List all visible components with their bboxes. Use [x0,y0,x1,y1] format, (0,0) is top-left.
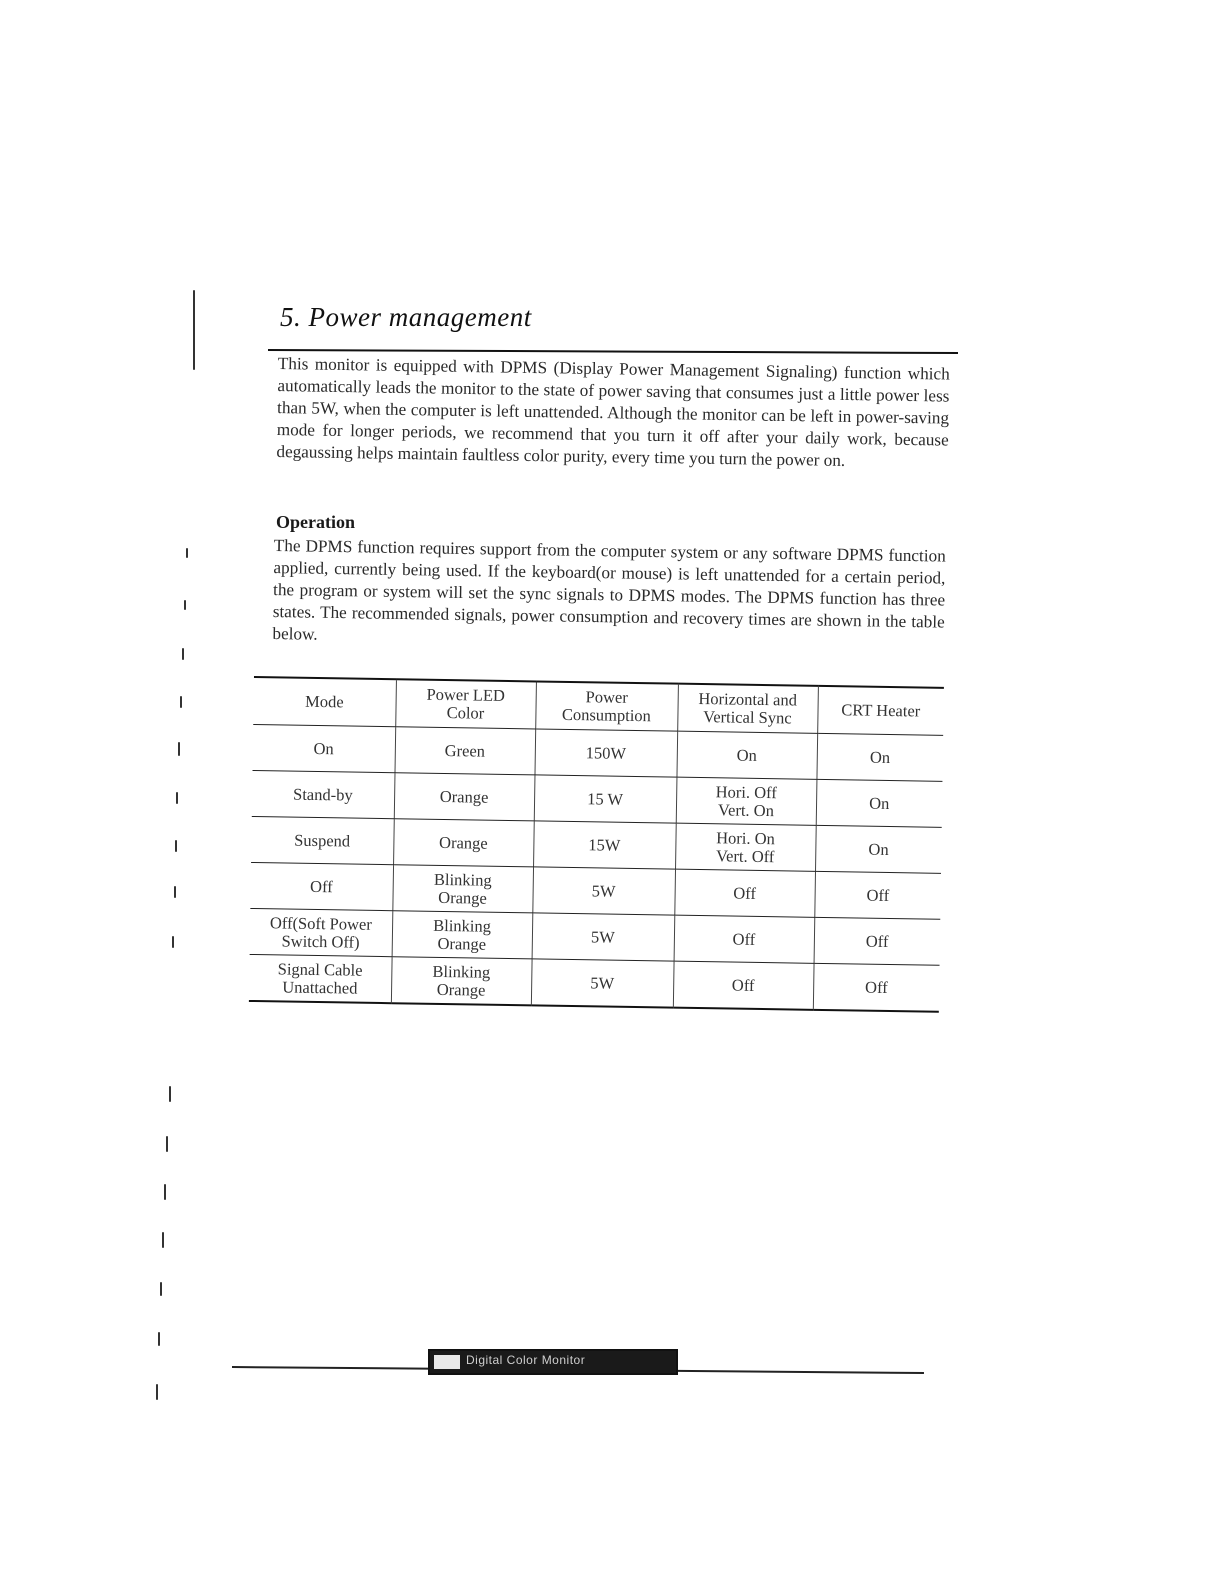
cell-mode: Stand-by [252,770,395,818]
dpms-table-container [249,676,944,1013]
footer-tab [428,1349,678,1375]
footer-tab-mark [434,1355,460,1369]
cell-sync: Hori. On Vert. Off [675,823,816,871]
header-crt-heater: CRT Heater [817,686,944,735]
cell-mode: Off [250,862,393,910]
scan-mark [184,600,186,610]
cell-power: 5W [532,867,675,915]
scan-mark [178,742,180,756]
cell-crt-heater: On [815,825,942,873]
scan-mark [176,792,178,804]
intro-paragraph: This monitor is equipped with DPMS (Display Power Management Signaling) function which automatically leads the monitor to the state of power saving that consumes just a little power less than 5W, when the computer is left unattended. Although the monitor can be left in power-saving mode for longer periods, we recommend that you turn it off after your daily work, because degaussing helps maintain faultless color purity, every time you turn the power on. [276,353,950,470]
cell-power: 150W [534,729,677,777]
scan-mark [174,886,176,898]
header-power-consumption: Power Consumption [535,681,678,731]
title-rule [268,349,958,354]
scan-mark [166,1136,168,1152]
cell-power: 5W [531,959,674,1008]
scan-mark [193,290,195,370]
table-row [249,954,940,1011]
cell-sync: Off [674,915,815,963]
cell-sync: Off [674,869,815,917]
scan-mark [158,1332,160,1346]
scan-mark [182,648,184,660]
section-title: 5. Power management [280,302,532,332]
cell-led-color: Orange [394,773,535,821]
scan-mark [156,1384,158,1400]
cell-crt-heater: Off [814,871,941,919]
cell-sync: Hori. Off Vert. On [676,777,817,825]
cell-mode: Off(Soft Power Switch Off) [250,908,393,956]
scan-mark [180,696,182,708]
cell-led-color: Blinking Orange [391,957,532,1006]
header-power-led-color: Power LED Color [395,679,536,729]
cell-mode: On [253,724,396,772]
scan-mark [186,548,188,558]
cell-sync: On [676,731,817,779]
scan-mark [175,840,177,852]
cell-sync: Off [673,961,814,1010]
cell-led-color: Blinking Orange [392,911,533,959]
cell-crt-heater: On [816,779,943,827]
scan-mark [164,1184,166,1200]
cell-led-color: Orange [393,819,534,867]
scan-mark [172,936,174,948]
header-mode: Mode [253,677,396,727]
cell-crt-heater: Off [814,917,941,965]
cell-mode: Suspend [251,816,394,864]
cell-led-color: Green [394,727,535,775]
cell-crt-heater: Off [813,963,940,1011]
cell-crt-heater: On [816,733,943,781]
cell-led-color: Blinking Orange [392,865,533,913]
scan-mark [162,1232,164,1248]
header-sync: Horizontal and Vertical Sync [677,684,818,734]
dpms-table [249,676,944,1013]
operation-paragraph: The DPMS function requires support from the computer system or any software DPMS function applied, currently being used. If the keyboard(or mouse) is left unattended for a certain period, the program or system will set the sync signals to DPMS modes. The DPMS function has three states. The recommended signals, power consumption and recovery times are shown in the table below. [272,535,946,644]
scan-mark [160,1282,162,1296]
footer-tab-text: Digital Color Monitor [466,1353,586,1367]
scan-mark [169,1086,171,1102]
cell-power: 15 W [534,775,677,823]
cell-power: 15W [533,821,676,869]
cell-mode: Signal Cable Unattached [249,954,392,1003]
operation-heading: Operation [276,512,355,532]
cell-power: 5W [532,913,675,961]
